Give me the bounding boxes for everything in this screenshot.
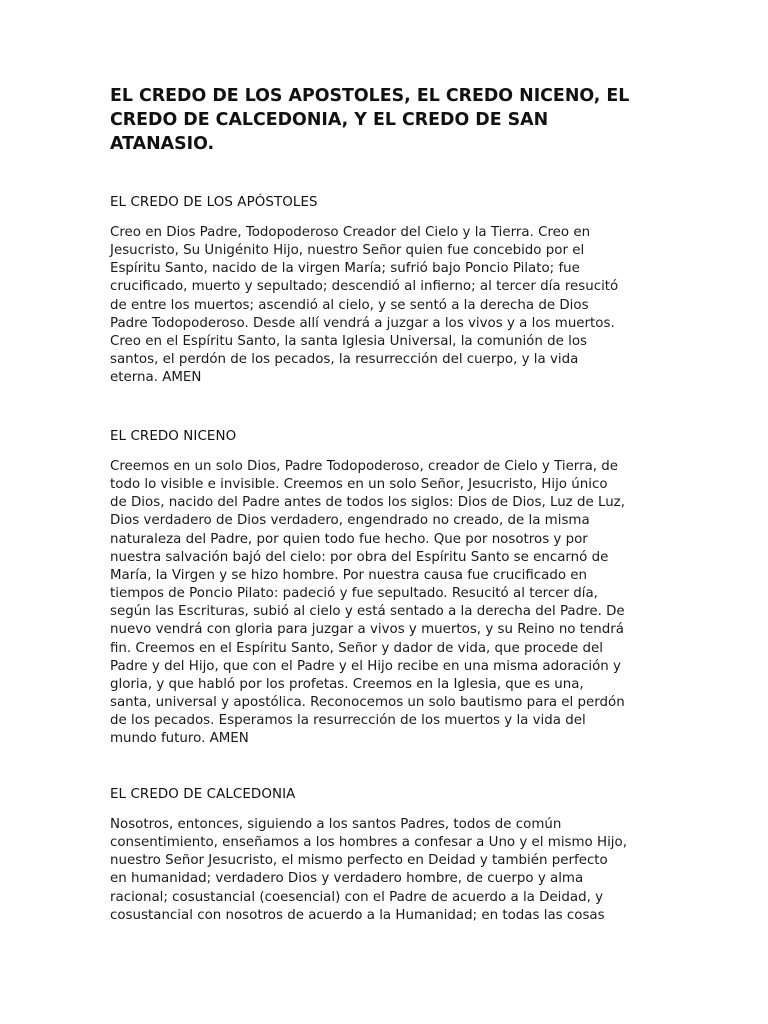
section-heading-apostoles: EL CREDO DE LOS APÓSTOLES [110, 195, 318, 210]
document-title-line: EL CREDO DE LOS APOSTOLES, EL CREDO NICENO, EL [110, 86, 630, 106]
paragraph-line: nuestro Señor Jesucristo, el mismo perfecto en Deidad y también perfecto [110, 853, 608, 869]
section-body-calcedonia [110, 816, 670, 925]
section-heading-niceno: EL CREDO NICENO [110, 429, 237, 444]
paragraph-line: Dios verdadero de Dios verdadero, engendrado no creado, de la misma [110, 513, 590, 529]
paragraph-line: todo lo visible e invisible. Creemos en un solo Señor, Jesucristo, Hijo único [110, 477, 608, 493]
paragraph-line: Padre y del Hijo, que con el Padre y el Hijo recibe en una misma adoración y [110, 658, 621, 674]
paragraph-line: en humanidad; verdadero Dios y verdadero hombre, de cuerpo y alma [110, 871, 584, 887]
paragraph-line: según las Escrituras, subió al cielo y está sentado a la derecha del Padre. De [110, 604, 625, 620]
paragraph-line: eterna. AMEN [110, 370, 202, 386]
paragraph-line: mundo futuro. AMEN [110, 731, 249, 747]
paragraph-line: cosustancial con nosotros de acuerdo a la Humanidad; en todas las cosas [110, 907, 605, 923]
document-title-line: CREDO DE CALCEDONIA, Y EL CREDO DE SAN [110, 110, 549, 130]
paragraph-line: de los pecados. Esperamos la resurrección de los muertos y la vida del [110, 713, 586, 729]
section-heading-calcedonia: EL CREDO DE CALCEDONIA [110, 787, 296, 802]
paragraph-line: fin. Creemos en el Espíritu Santo, Señor y dador de vida, que procede del [110, 640, 603, 656]
paragraph-line: nuestra salvación bajó del cielo: por obra del Espíritu Santo se encarnó de [110, 549, 609, 565]
document-title [110, 84, 690, 156]
paragraph-line: santa, universal y apostólica. Reconocemos un solo bautismo para el perdón [110, 695, 625, 711]
paragraph-line: Creo en el Espíritu Santo, la santa Iglesia Universal, la comunión de los [110, 333, 587, 349]
paragraph-line: de Dios, nacido del Padre antes de todos los siglos: Dios de Dios, Luz de Luz, [110, 495, 625, 511]
paragraph-line: Espíritu Santo, nacido de la virgen María; sufrió bajo Poncio Pilato; fue [110, 261, 580, 277]
paragraph-line: naturaleza del Padre, por quien todo fue hecho. Que por nosotros y por [110, 531, 588, 547]
paragraph-line: nuevo vendrá con gloria para juzgar a vivos y muertos, y su Reino no tendrá [110, 622, 624, 638]
paragraph-line: Nosotros, entonces, siguiendo a los santos Padres, todos de común [110, 817, 562, 832]
paragraph-line: Padre Todopoderoso. Desde allí vendrá a juzgar a los vivos y a los muertos. [110, 315, 615, 331]
paragraph-line: crucificado, muerto y sepultado; descendió al infierno; al tercer día resucitó [110, 279, 619, 295]
paragraph-line: tiempos de Poncio Pilato: padeció y fue sepultado. Resucitó al tercer día, [110, 586, 598, 602]
paragraph-line: Jesucristo, Su Unigénito Hijo, nuestro Señor quien fue concebido por el [110, 243, 585, 259]
paragraph-line: santos, el perdón de los pecados, la resurrección del cuerpo, y la vida [110, 352, 579, 368]
section-body-niceno [110, 458, 670, 749]
paragraph-line: gloria, y que habló por los profetas. Creemos en la Iglesia, que es una, [110, 676, 584, 692]
paragraph-line: Creemos en un solo Dios, Padre Todopoderoso, creador de Cielo y Tierra, de [110, 459, 619, 474]
paragraph-line: racional; cosustancial (coesencial) con el Padre de acuerdo a la Deidad, y [110, 889, 604, 905]
paragraph-line: de entre los muertos; ascendió al cielo, y se sentó a la derecha de Dios [110, 297, 589, 313]
paragraph-line: consentimiento, enseñamos a los hombres a confesar a Uno y el mismo Hijo, [110, 835, 627, 851]
document-title-line: ATANASIO. [110, 134, 215, 154]
paragraph-line: Creo en Dios Padre, Todopoderoso Creador del Cielo y la Tierra. Creo en [110, 225, 591, 240]
paragraph-line: María, la Virgen y se hizo hombre. Por nuestra causa fue crucificado en [110, 567, 588, 583]
section-body-apostoles [110, 224, 670, 387]
